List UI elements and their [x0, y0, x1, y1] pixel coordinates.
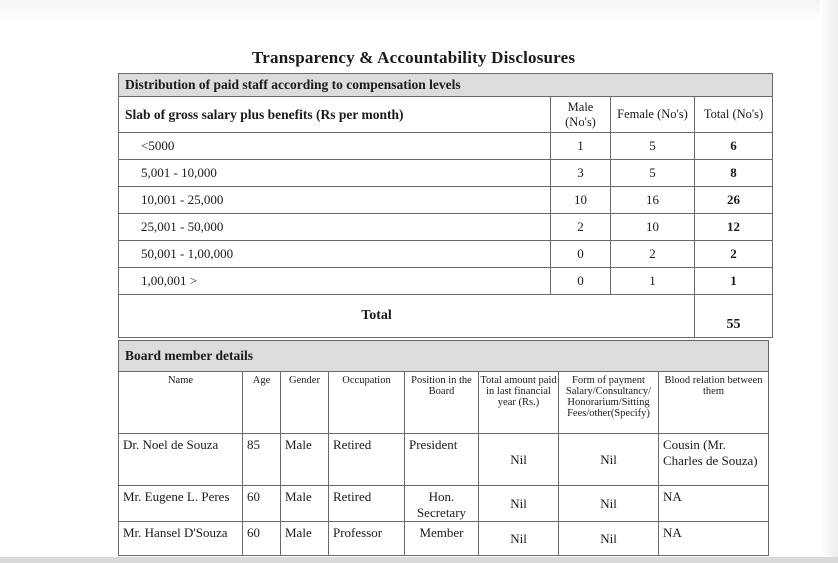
member-occupation: Professor — [329, 522, 405, 556]
total-cell: 1 — [695, 268, 773, 295]
table-row — [119, 268, 773, 295]
member-relation: NA — [659, 486, 769, 522]
member-gender: Male — [281, 434, 329, 486]
male-cell: 10 — [551, 187, 611, 214]
name-column-header: Name — [119, 372, 243, 434]
member-name: Mr. Eugene L. Peres — [119, 486, 243, 522]
member-name: Dr. Noel de Souza — [119, 434, 243, 486]
member-amount: Nil — [479, 434, 559, 486]
female-cell: 1 — [611, 268, 695, 295]
relation-column-header: Blood relation between them — [659, 372, 769, 434]
table-row — [119, 522, 769, 556]
table-row — [119, 241, 773, 268]
grand-total-row — [119, 295, 773, 338]
male-cell: 3 — [551, 160, 611, 187]
slab-cell: 5,001 - 10,000 — [119, 160, 551, 187]
member-age: 60 — [243, 486, 281, 522]
member-payment: Nil — [559, 434, 659, 486]
female-column-header: Female (No's) — [611, 97, 695, 133]
board-members-table — [118, 340, 769, 556]
slab-cell: 1,00,001 > — [119, 268, 551, 295]
table-row — [119, 434, 769, 486]
slab-cell: 50,001 - 1,00,000 — [119, 241, 551, 268]
grand-total-value: 55 — [695, 295, 773, 338]
member-position: Member — [405, 522, 479, 556]
member-age: 60 — [243, 522, 281, 556]
male-cell: 1 — [551, 133, 611, 160]
total-cell: 2 — [695, 241, 773, 268]
payment-column-header: Form of payment Salary/Consultancy/ Honorarium/Sitting Fees/other(Specify) — [559, 372, 659, 434]
total-cell: 8 — [695, 160, 773, 187]
female-cell: 16 — [611, 187, 695, 214]
total-cell: 26 — [695, 187, 773, 214]
age-column-header: Age — [243, 372, 281, 434]
amount-column-header: Total amount paid in last financial year (Rs.) — [479, 372, 559, 434]
male-cell: 0 — [551, 241, 611, 268]
member-gender: Male — [281, 486, 329, 522]
table-row — [119, 486, 769, 522]
position-column-header: Position in the Board — [405, 372, 479, 434]
member-occupation: Retired — [329, 434, 405, 486]
total-column-header: Total (No's) — [695, 97, 773, 133]
member-position: Hon. Secretary — [405, 486, 479, 522]
occupation-column-header: Occupation — [329, 372, 405, 434]
male-cell: 0 — [551, 268, 611, 295]
male-cell: 2 — [551, 214, 611, 241]
total-label: Total — [119, 295, 695, 338]
table-row — [119, 214, 773, 241]
member-relation: NA — [659, 522, 769, 556]
female-cell: 10 — [611, 214, 695, 241]
board-section-heading: Board member details — [119, 341, 769, 372]
member-payment: Nil — [559, 522, 659, 556]
female-cell: 5 — [611, 160, 695, 187]
gender-column-header: Gender — [281, 372, 329, 434]
slab-cell: 10,001 - 25,000 — [119, 187, 551, 214]
member-amount: Nil — [479, 486, 559, 522]
member-amount: Nil — [479, 522, 559, 556]
member-payment: Nil — [559, 486, 659, 522]
total-cell: 12 — [695, 214, 773, 241]
staff-compensation-table — [118, 73, 773, 338]
page-top-band — [0, 0, 838, 20]
member-position: President — [405, 434, 479, 486]
member-occupation: Retired — [329, 486, 405, 522]
document-title: Transparency & Accountability Disclosures — [252, 48, 576, 67]
female-cell: 5 — [611, 133, 695, 160]
page-bottom-strip — [0, 557, 838, 563]
slab-cell: <5000 — [119, 133, 551, 160]
table-row — [119, 160, 773, 187]
member-name: Mr. Hansel D'Souza — [119, 522, 243, 556]
member-gender: Male — [281, 522, 329, 556]
total-cell: 6 — [695, 133, 773, 160]
table-row — [119, 133, 773, 160]
male-column-header: Male (No's) — [551, 97, 611, 133]
member-relation: Cousin (Mr. Charles de Souza) — [659, 434, 769, 486]
slab-cell: 25,001 - 50,000 — [119, 214, 551, 241]
member-age: 85 — [243, 434, 281, 486]
female-cell: 2 — [611, 241, 695, 268]
slab-column-header: Slab of gross salary plus benefits (Rs per month) — [119, 97, 551, 133]
staff-section-heading: Distribution of paid staff according to compensation levels — [119, 74, 773, 97]
page-right-edge — [820, 0, 838, 563]
table-row — [119, 187, 773, 214]
